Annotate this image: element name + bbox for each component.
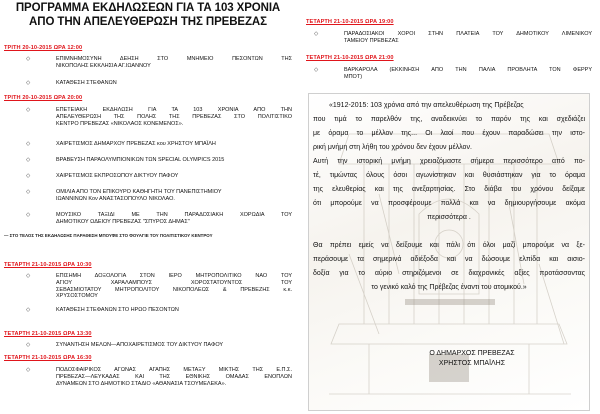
diamond-bullet-icon: ◇ (26, 307, 31, 313)
event-item: ◇ ΜΟΥΣΙΚΟ ΤΑΞΙΔΙ ΜΕ ΤΗΝ ΠΑΡΑΔΟΣΙΑΚΗ ΧΟΡΩΔΙΑ ΤΟΥ ΔΗΜΟΤΙΚΟΥ ΩΔΕΙΟΥ ΠΡΕΒΕΖΑΣ "ΣΠΥΡΟΣ ΔΗΜΑΣ" (26, 212, 292, 225)
mayor-title: Ο ΔΗΜΑΡΧΟΣ ΠΡΕΒΕΖΑΣ (429, 350, 515, 357)
event-item: ◇ ΚΑΤΑΘΕΣΗ ΣΤΕΦΑΝΩΝ (26, 80, 117, 86)
message-line: ρική μνήμη στη λήθη του χρόνου δεν έχουν μέλλον. (313, 144, 472, 151)
message-line: με όραμα το μέλλον της... Οι λαοί που έχουν παραδώσει την ιστο- (313, 130, 585, 137)
event-item: ◇ ΕΠΙΣΗΜΗ ΔΟΞΟΛΟΓΙΑ ΣΤΟΝ ΙΕΡΟ ΜΗΤΡΟΠΟΛΙΤΙΚΟ ΝΑΟ ΤΟΥ ΑΓΙΟΥ ΧΑΡΑΛΑΜΠΟΥΣ ΧΟΡΟΣΤΑΤΟΥΝΤΟΣ ΤΟΥ ΣΕΒΑΣΜΙΟΤΑΤΟΥ ΜΗΤΡΟΠΟΛΙΤΟΥ ΝΙΚΟΠΟΛΕΩΣ & ΠΡΕΒΕΖΗΣ κ.κ. ΧΡΥΣΟΣΤΟΜΟΥ (26, 273, 292, 300)
diamond-bullet-icon: ◇ (314, 31, 319, 37)
event-item: ◇ ΒΑΡΚΑΡΟΛΑ (ΕΚΚΙΝΗΣΗ ΑΠΟ ΤΗΝ ΠΑΛΙΑ ΠΡΟΒΛΗΤΑ ΤΟΝ ΦΕΡΡΥ ΜΠΟΤ) (314, 67, 592, 80)
event-date-header: ΤΕΤΑΡΤΗ 21-10-2015 ΩΡΑ 19:00 (306, 19, 394, 25)
event-item: ◇ ΟΜΙΛΙΑ ΑΠΟ ΤΟΝ ΕΠΙΚΟΥΡΟ ΚΑΘΗΓΗΤΗ ΤΟΥ ΠΑΝΕΠΙΣΤΗΜΙΟΥ ΙΩΑΝΝΙΝΩΝ Κον ΑΝΑΣΤΑΣΟΠΟΥΛΟ ΝΙΚΟΛΑΟ. (26, 189, 222, 202)
event-item: ◇ ΧΑΙΡΕΤΙΣΜΟΣ ΔΗΜΑΡΧΟΥ ΠΡΕΒΕΖΑΣ κου ΧΡΗΣΤΟΥ ΜΠΑΪΛΗ (26, 141, 216, 147)
message-line: δοξία για το αύριο στηριζόμενοι σε διαχρονικές αξίες προτάσσοντας (313, 270, 585, 277)
message-line: Θα πρέπει εμείς να δείξουμε και πάλι ότι όλοι μαζί μπορούμε να ξε- (313, 242, 585, 249)
event-date-header: ΤΕΤΑΡΤΗ 21-10-2015 ΩΡΑ 21:00 (306, 55, 394, 61)
event-date-header: ΤΕΤΑΡΤΗ 21-10-2015 ΩΡΑ 16:30 (4, 355, 92, 361)
message-line: το γενικό καλό της Πρέβεζας έναντι του ατομικού.» (371, 284, 527, 291)
diamond-bullet-icon: ◇ (26, 367, 31, 373)
mayor-message-box (308, 93, 590, 411)
program-right-column (300, 0, 600, 414)
message-line: ότι μπορούμε να προσφέρουμε πολλά και να δημιουργήσουμε ακόμα (313, 200, 585, 207)
program-title-line1: ΠΡΟΓΡΑΜΜΑ ΕΚΔΗΛΩΣΕΩΝ ΓΙΑ ΤΑ 103 ΧΡΟΝΙΑ (15, 2, 281, 14)
diamond-bullet-icon: ◇ (26, 342, 31, 348)
mayor-signature (331, 349, 590, 369)
diamond-bullet-icon: ◇ (26, 189, 31, 195)
message-line: περάσουμε τα σημερινά αδιέξοδα και να δώσουμε ελπίδα και αισιο- (313, 256, 585, 263)
program-left-column (0, 0, 296, 414)
message-line: Αυτή την ιστορική μνήμη χρειαζόμαστε σήμερα περισσότερο από πο- (313, 158, 585, 165)
diamond-bullet-icon: ◇ (26, 141, 31, 147)
event-date-header: ΤΕΤΑΡΤΗ 21-10-2015 ΩΡΑ 10:30 (4, 262, 92, 268)
message-line: της ελευθερίας και της ανεξαρτησίας. Στο διάβα του χρόνου δείξαμε (313, 186, 585, 193)
event-item: ◇ ΣΥΝΑΝΤΗΣΗ ΜΕΛΩΝ—ΑΠΟΧΑΙΡΕΤΙΣΜΟΣ ΤΟΥ ΔΙΚΤΥΟΥ ΠΑΦΟΥ (26, 342, 224, 348)
event-item: ◇ ΧΑΙΡΕΤΙΣΜΟΣ ΕΚΠΡΟΣΩΠΟΥ ΔΙΚΤΥΟΥ ΠΑΦΟΥ (26, 173, 179, 179)
event-item: ◇ ΕΠΕΤΕΙΑΚΗ ΕΚΔΗΛΩΣΗ ΓΙΑ ΤΑ 103 ΧΡΟΝΙΑ ΑΠΟ ΤΗΝ ΑΠΕΛΕΥΘΕΡΩΣΗ ΤΗΣ ΠΟΛΗΣ ΤΗΣ ΠΡΕΒΕΖΑΣ ΣΤΟ ΠΟΛΙΤΙΣΤΙΚΟ ΚΕΝΤΡΟ ΠΡΕΒΕΖΑΣ «ΝΙΚΟΛΑΟΣ ΚΟΝΕΜΕΝΟΣ». (26, 107, 292, 127)
diamond-bullet-icon: ◇ (26, 157, 31, 163)
program-title (0, 0, 296, 29)
event-item: ◇ ΕΠΙΜΝΗΜΟΣΥΝΗ ΔΕΗΣΗ ΣΤΟ ΜΝΗΜΕΙΟ ΠΕΣΟΝΤΩΝ ΤΗΣ ΝΙΚΟΠΟΛΗΣ ΕΚΚΛΗΣΙΑ ΑΓ.ΙΩΑΝΝΟΥ (26, 56, 292, 69)
event-date-header: ΤΡΙΤΗ 20-10-2015 ΩΡΑ 20:00 (4, 95, 83, 101)
diamond-bullet-icon: ◇ (26, 56, 31, 62)
event-item: ◇ ΚΑΤΑΘΕΣΗ ΣΤΕΦΑΝΩΝ ΣΤΟ ΗΡΩΟ ΠΕΣΟΝΤΩΝ (26, 307, 179, 313)
message-line: περισσότερα . (427, 214, 471, 221)
event-item: ◇ ΠΑΡΑΔΟΣΙΑΚΟΙ ΧΟΡΟΙ ΣΤΗΝ ΠΛΑΤΕΙΑ ΤΟΥ ΔΗΜΟΤΙΚΟΥ ΛΙΜΕΝΙΚΟΥ ΤΑΜΕΙΟΥ ΠΡΕΒΕΖΑΣ (314, 31, 592, 44)
event-date-header: ΤΡΙΤΗ 20-10-2015 ΩΡΑ 12:00 (4, 45, 83, 51)
diamond-bullet-icon: ◇ (26, 80, 31, 86)
message-line: που τιμά το παρελθόν της, αναδεικνύει το παρόν της και σχεδιάζει (313, 116, 585, 123)
event-item: ◇ ΠΟΔΟΣΦΑΙΡΙΚΟΣ ΑΓΩΝΑΣ ΑΓΑΠΗΣ ΜΕΤΑΞΥ ΜΙΚΤΗΣ ΤΗΣ Ε.Π.Σ. ΠΡΕΒΕΖΑΣ—ΛΕΥΚΑΔΑΣ ΚΑΙ ΤΗΣ ΕΘΝΙΚΗΣ ΟΜΑΔΑΣ ΕΝΟΠΛΩΝ ΔΥΝΑΜΕΩΝ ΣΤΟ ΔΗΜΟΤΙΚΟ ΣΤΑΔΙΟ «ΑΘΑΝΑΣΙΑ ΤΣΟΥΜΕΛΕΚΑ». (26, 367, 292, 387)
program-title-line2: ΑΠΟ ΤΗΝ ΑΠΕΛΕΥΘΕΡΩΣΗ ΤΗΣ ΠΡΕΒΕΖΑΣ (29, 16, 267, 28)
diamond-bullet-icon: ◇ (26, 173, 31, 179)
message-line: τέ, τιμώντας όλους όσοι αγωνίστηκαν και θυσιάστηκαν για το όραμα (313, 172, 585, 179)
event-item: ◇ ΒΡΑΒΕΥΣΗ ΠΑΡΑΟΛΥΜΠΙΟΝΙΚΩΝ ΤΩΝ SPECIAL OLYMPICS 2015 (26, 157, 225, 163)
event-date-header: ΤΕΤΑΡΤΗ 21-10-2015 ΩΡΑ 13:30 (4, 331, 92, 337)
diamond-bullet-icon: ◇ (26, 273, 31, 279)
diamond-bullet-icon: ◇ (26, 107, 31, 113)
diamond-bullet-icon: ◇ (26, 212, 31, 218)
buffet-note: — ΣΤΟ ΤΕΛΟΣ ΤΗΣ ΕΚΔΗΛΩΣΗΣ ΠΑΡΑΘΕΣΗ ΜΠΟΥΦΕ ΣΤΟ ΦΟΥΑΓΙΕ ΤΟΥ ΠΟΛΙΤΙΣΤΙΚΟΥ ΚΕΝΤΡΟΥ (4, 233, 213, 238)
mayor-name: ΧΡΗΣΤΟΣ ΜΠΑΪΛΗΣ (438, 360, 506, 367)
diamond-bullet-icon: ◇ (314, 67, 319, 73)
message-line: «1912-2015: 103 χρόνια από την απελευθέρωση της Πρέβεζας (329, 102, 524, 109)
